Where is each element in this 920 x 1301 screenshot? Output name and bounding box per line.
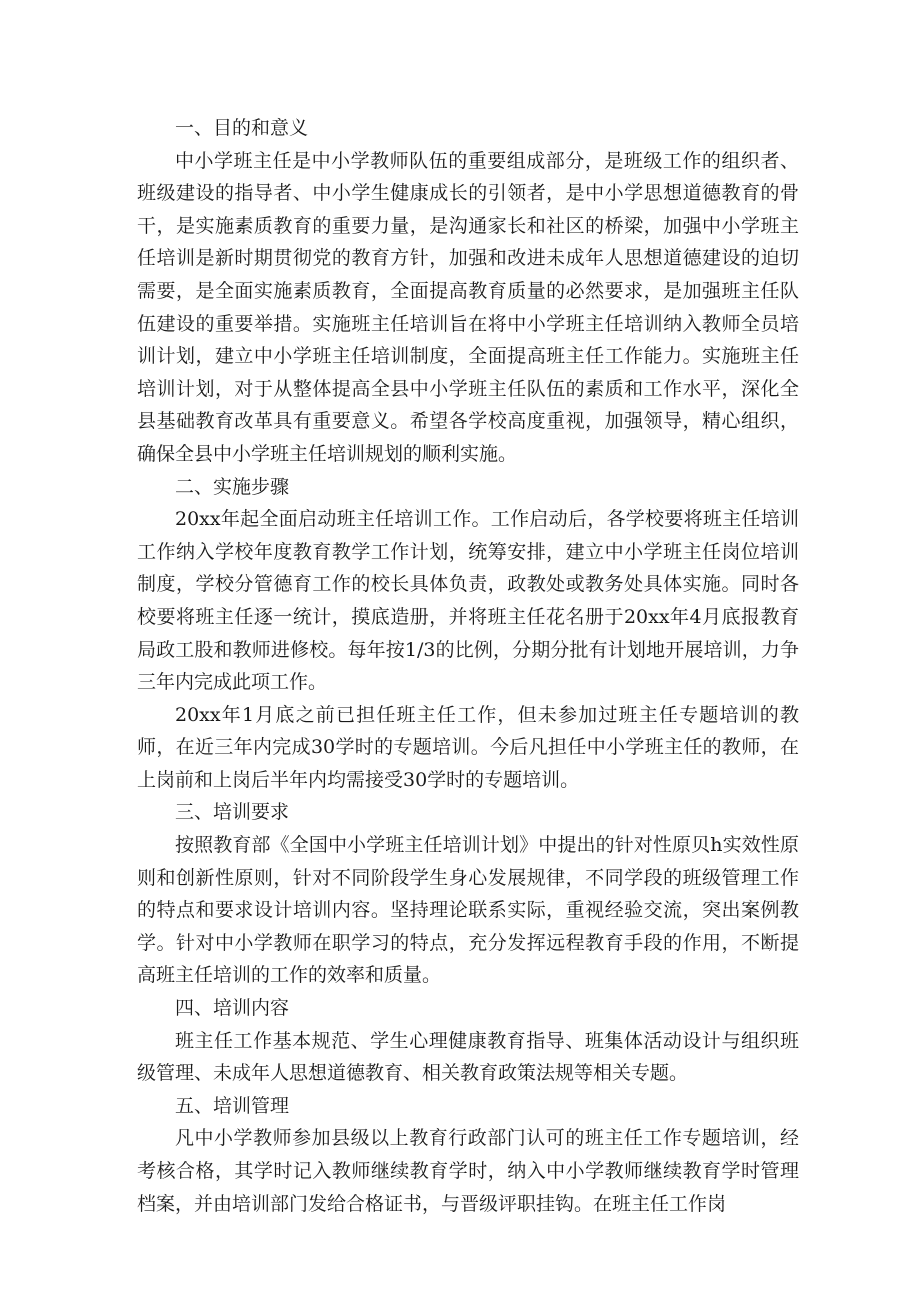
paragraph-content: 班主任工作基本规范、学生心理健康教育指导、班集体活动设计与组织班级管理、未成年人思想道德教育、相关教育政策法规等相关专题。 bbox=[137, 1029, 799, 1085]
paragraph-steps-2: 20xx年1月底之前已担任班主任工作，但未参加过班主任专题培训的教师，在近三年内完成30学时的专题培训。今后凡担任中小学班主任的教师，在上岗前和上岗后半年内均需接受30学时的专题培训。 bbox=[137, 703, 799, 791]
section-heading-purpose: 一、目的和意义 bbox=[175, 117, 309, 139]
section-heading-content: 四、培训内容 bbox=[175, 997, 290, 1020]
paragraph-management: 凡中小学教师参加县级以上教育行政部门认可的班主任工作专题培训，经考核合格，其学时记入教师继续教育学时，纳入中小学教师继续教育学时管理档案，并由培训部门发给合格证书，与晋级评职挂钩。在班主任工作岗 bbox=[137, 1127, 799, 1215]
section-heading-management: 五、培训管理 bbox=[175, 1094, 290, 1117]
document-body bbox=[137, 112, 799, 1220]
section-heading-steps: 二、实施步骤 bbox=[175, 475, 290, 498]
paragraph-steps-1: 20xx年起全面启动班主任培训工作。工作启动后，各学校要将班主任培训工作纳入学校年度教育教学工作计划，统筹安排，建立中小学班主任岗位培训制度，学校分管德育工作的校长具体负责，政教处或教务处具体实施。同时各校要将班主任逐一统计，摸底造册，并将班主任花名册于20xx年4月底报教育局政工股和教师进修校。每年按1/3的比例，分期分批有计划地开展培训，力争三年内完成此项工作。 bbox=[137, 508, 799, 694]
paragraph-purpose: 中小学班主任是中小学教师队伍的重要组成部分，是班级工作的组织者、班级建设的指导者、中小学生健康成长的引领者，是中小学思想道德教育的骨干，是实施素质教育的重要力量，是沟通家长和社区的桥梁，加强中小学班主任培训是新时期贯彻党的教育方针，加强和改进未成年人思想道德建设的迫切需要，是全面实施素质教育，全面提高教育质量的必然要求，是加强班主任队伍建设的重要举措。实施班主任培训旨在将中小学班主任培训纳入教师全员培训计划，建立中小学班主任培训制度，全面提高班主任工作能力。实施班主任培训计划，对于从整体提高全县中小学班主任队伍的素质和工作水平，深化全县基础教育改革具有重要意义。希望各学校高度重视，加强领导，精心组织，确保全县中小学班主任培训规划的顺利实施。 bbox=[137, 149, 799, 465]
paragraph-requirements: 按照教育部《全国中小学班主任培训计划》中提出的针对性原贝h实效性原则和创新性原则，针对不同阶段学生身心发展规律，不同学段的班级管理工作的特点和要求设计培训内容。坚持理论联系实际，重视经验交流，突出案例教学。针对中小学教师在职学习的特点，充分发挥远程教育手段的作用，不断提高班主任培训的工作的效率和质量。 bbox=[137, 834, 799, 987]
section-heading-requirements: 三、培训要求 bbox=[175, 801, 290, 824]
